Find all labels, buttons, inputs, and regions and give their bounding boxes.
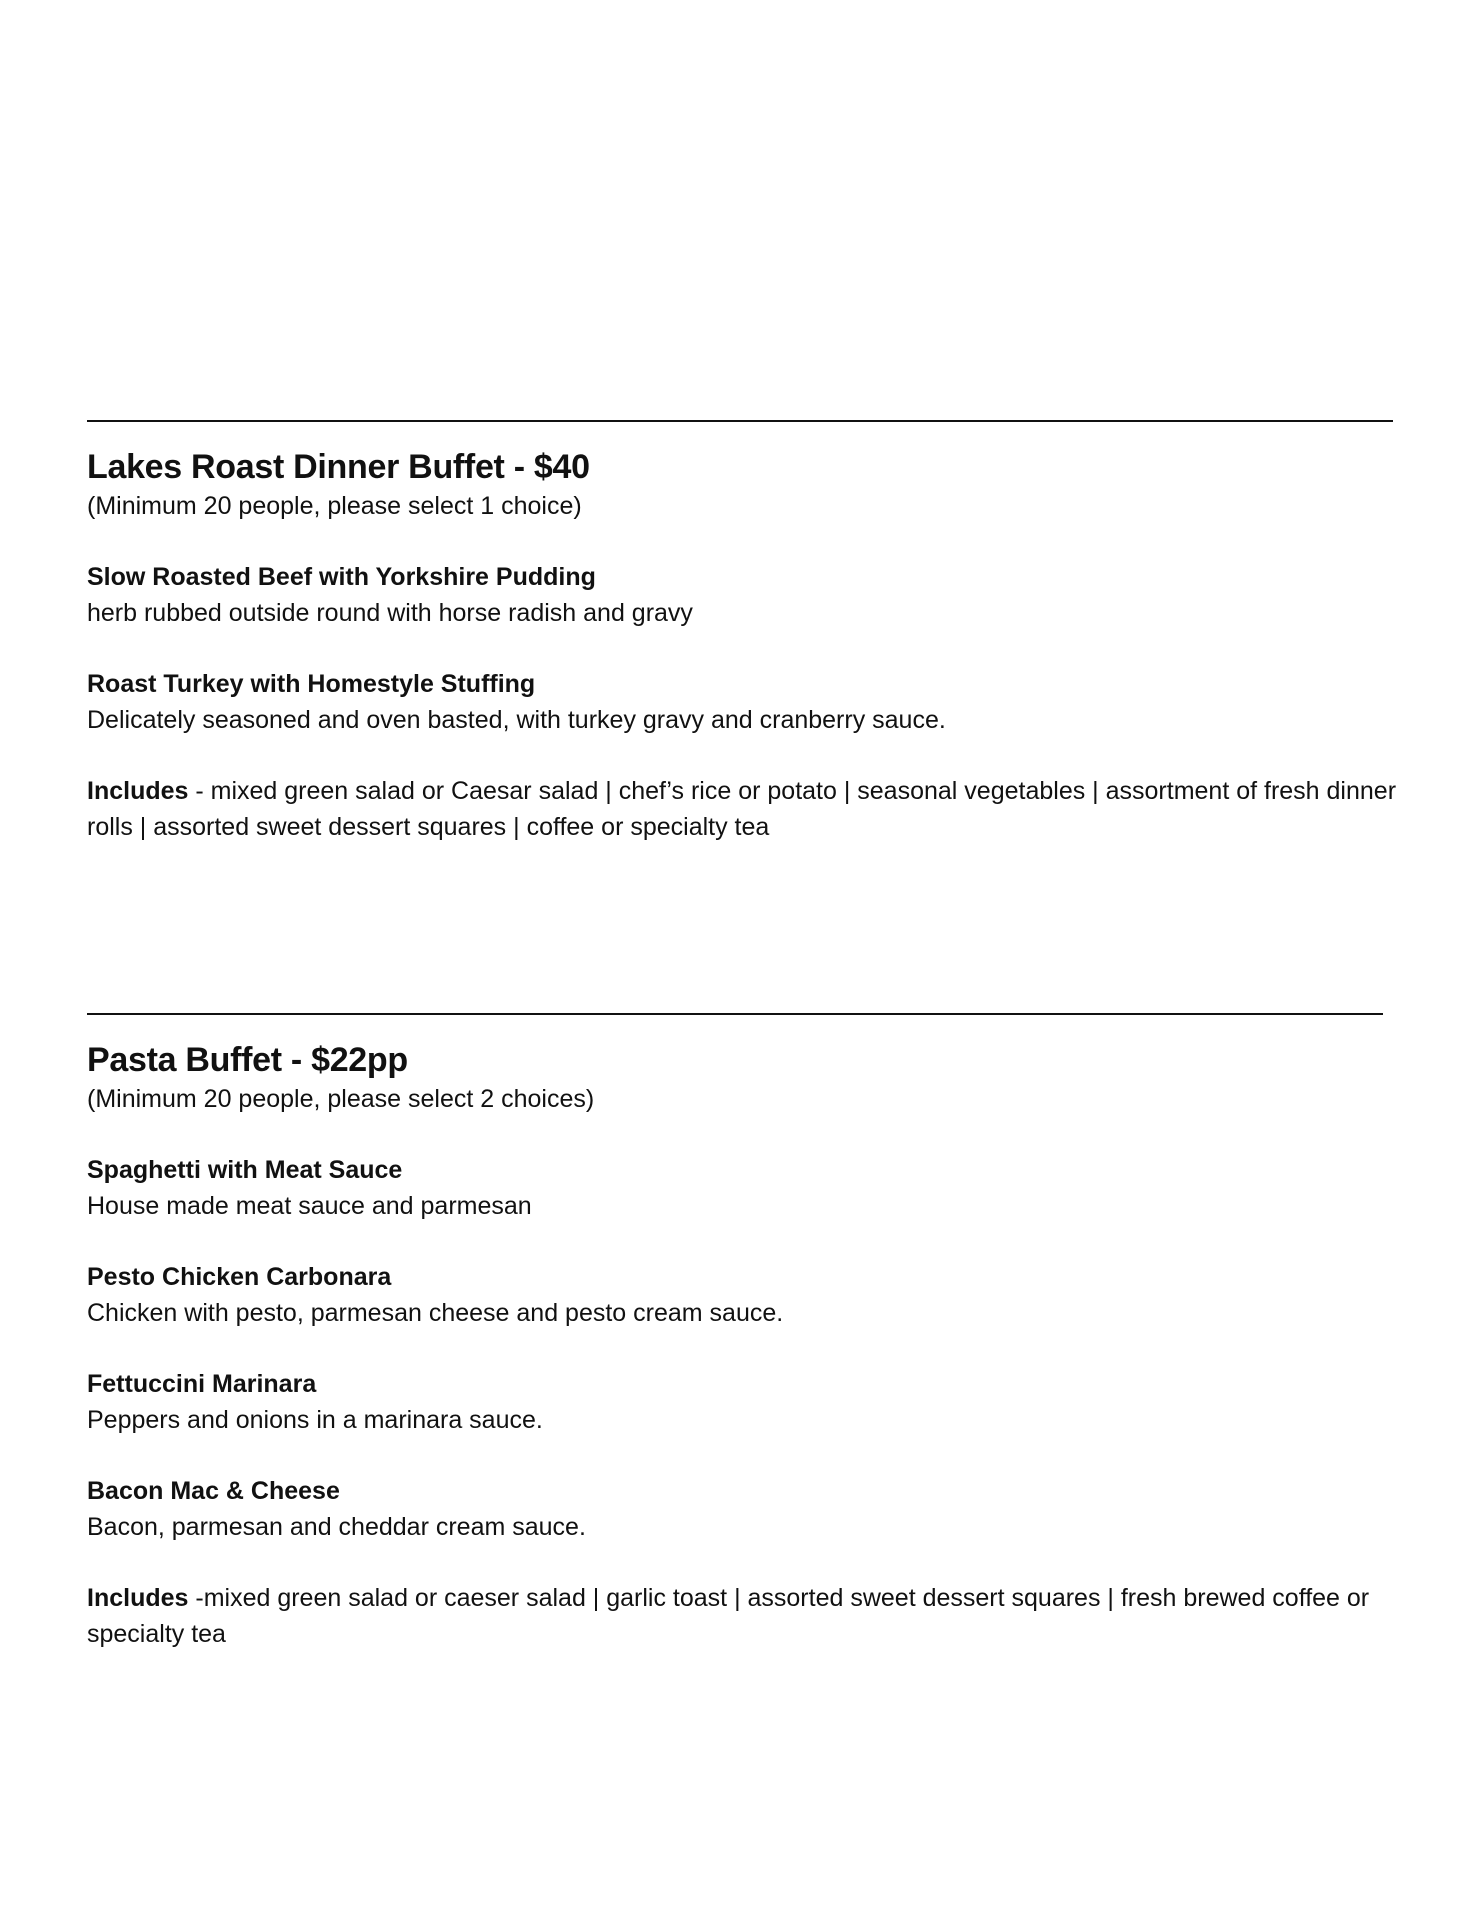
- menu-item-description: House made meat sauce and parmesan: [87, 1192, 532, 1220]
- roast-dinner-buffet-section: [87, 420, 1397, 845]
- pasta-buffet-includes: [87, 1580, 1407, 1652]
- menu-item-name: Slow Roasted Beef with Yorkshire Pudding: [87, 563, 596, 591]
- pasta-buffet-section: [87, 1013, 1397, 1652]
- menu-item: [87, 559, 1397, 631]
- pasta-buffet-title: Pasta Buffet - $22pp: [87, 1041, 408, 1079]
- roast-buffet-note: (Minimum 20 people, please select 1 choice): [87, 492, 582, 520]
- menu-item-name: Spaghetti with Meat Sauce: [87, 1156, 403, 1184]
- menu-item-description: Bacon, parmesan and cheddar cream sauce.: [87, 1513, 586, 1541]
- menu-item-name: Bacon Mac & Cheese: [87, 1477, 340, 1505]
- section-divider: [87, 420, 1393, 422]
- roast-buffet-title: Lakes Roast Dinner Buffet - $40: [87, 448, 590, 486]
- menu-item: [87, 1366, 1397, 1438]
- roast-buffet-includes: [87, 773, 1407, 845]
- menu-item: [87, 1152, 1397, 1224]
- menu-item-name: Fettuccini Marinara: [87, 1370, 317, 1398]
- menu-item: [87, 1259, 1397, 1331]
- includes-label: Includes: [87, 777, 189, 805]
- section-divider: [87, 1013, 1383, 1015]
- menu-item-description: Peppers and onions in a marinara sauce.: [87, 1406, 543, 1434]
- menu-item-name: Pesto Chicken Carbonara: [87, 1263, 392, 1291]
- menu-item-name: Roast Turkey with Homestyle Stuffing: [87, 670, 536, 698]
- includes-text: -mixed green salad or caeser salad | garlic toast | assorted sweet dessert squares | fresh brewed coffee or specialty tea: [87, 1584, 1370, 1648]
- menu-item: [87, 1473, 1397, 1545]
- menu-item-description: herb rubbed outside round with horse radish and gravy: [87, 599, 693, 627]
- menu-item-description: Chicken with pesto, parmesan cheese and pesto cream sauce.: [87, 1299, 784, 1327]
- includes-text: - mixed green salad or Caesar salad | chef’s rice or potato | seasonal vegetables | assortment of fresh dinner rolls | assorted sweet dessert squares | coffee or specialty tea: [87, 777, 1397, 841]
- menu-item-description: Delicately seasoned and oven basted, with turkey gravy and cranberry sauce.: [87, 706, 946, 734]
- pasta-buffet-note: (Minimum 20 people, please select 2 choices): [87, 1085, 595, 1113]
- includes-label: Includes: [87, 1584, 189, 1612]
- menu-item: [87, 666, 1397, 738]
